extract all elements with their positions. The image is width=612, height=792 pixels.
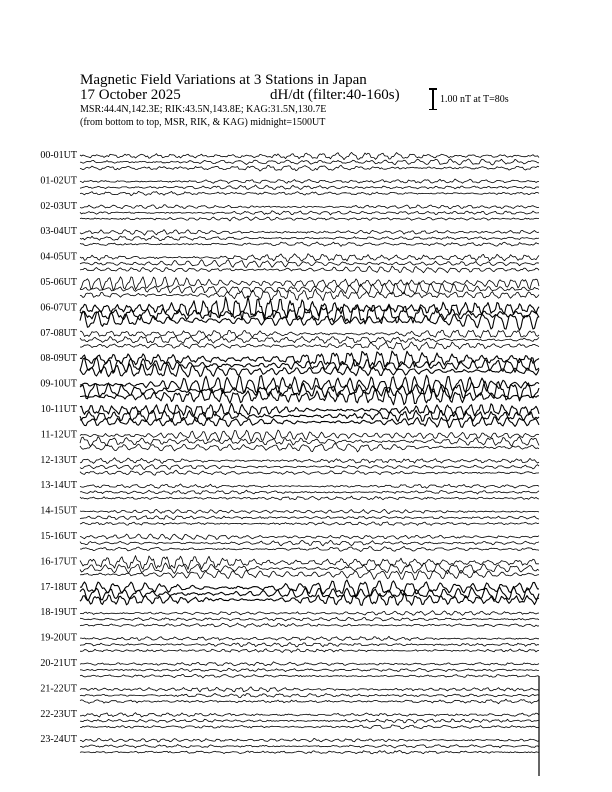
hour-label: 00-01UT — [40, 150, 77, 161]
chart-date: 17 October 2025 — [80, 87, 181, 103]
trace-kag — [80, 484, 539, 488]
trace-msr — [80, 217, 539, 221]
trace-kag — [80, 509, 539, 513]
hour-label: 05-06UT — [40, 277, 77, 288]
trace-msr — [80, 389, 539, 405]
trace-msr — [80, 570, 539, 580]
chart-title: Magnetic Field Variations at 3 Stations in Japan — [80, 72, 367, 88]
trace-rik — [80, 336, 539, 343]
scale-label: 1.00 nT at T=80s — [440, 94, 509, 105]
trace-kag — [80, 534, 539, 540]
trace-msr — [80, 417, 539, 428]
trace-msr — [80, 522, 539, 526]
station-coordinates: MSR:44.4N,142.3E; RIK:43.5N,143.8E; KAG:31.5N,130.7E — [80, 104, 327, 115]
hour-label: 21-22UT — [40, 683, 77, 695]
trace-rik — [80, 305, 539, 324]
trace-msr — [80, 594, 539, 606]
hour-label: 06-07UT — [40, 302, 77, 314]
trace-kag — [80, 687, 539, 692]
trace-msr — [80, 165, 539, 171]
hour-label: 03-04UT — [40, 226, 77, 238]
hour-label: 02-03UT — [40, 200, 77, 212]
trace-rik — [80, 185, 539, 190]
trace-kag — [80, 152, 539, 159]
trace-rik — [80, 694, 539, 698]
hour-label: 13-14UT — [40, 480, 77, 492]
hour-label: 04-05UT — [40, 251, 77, 263]
trace-rik — [80, 719, 539, 723]
trace-kag — [80, 611, 539, 616]
trace-rik — [80, 357, 539, 373]
trace-rik — [80, 211, 539, 215]
trace-rik — [80, 282, 539, 294]
trace-rik — [80, 745, 539, 749]
trace-msr — [80, 266, 539, 273]
trace-msr — [80, 674, 539, 678]
trace-msr — [80, 242, 539, 247]
trace-msr — [80, 649, 539, 653]
trace-rik — [80, 465, 539, 470]
trace-rik — [80, 563, 539, 574]
trace-rik — [80, 236, 539, 241]
trace-msr — [80, 751, 539, 754]
trace-msr — [80, 496, 539, 500]
trace-rik — [80, 159, 539, 165]
trace-msr — [80, 443, 539, 452]
trace-rik — [80, 668, 539, 671]
trace-rik — [80, 540, 539, 546]
trace-rik — [80, 643, 539, 647]
hour-label: 14-15UT — [40, 505, 77, 517]
hour-label: 16-17UT — [40, 556, 77, 568]
hour-label: 22-23UT — [40, 708, 77, 720]
hour-label: 12-13UT — [40, 454, 77, 466]
hour-label: 23-24UT — [40, 734, 77, 746]
trace-rik — [80, 260, 539, 268]
trace-kag — [80, 254, 539, 262]
hour-label: 08-09UT — [40, 353, 77, 365]
trace-kag — [80, 636, 539, 640]
trace-rik — [80, 437, 539, 447]
trace-kag — [80, 330, 539, 338]
trace-msr — [80, 623, 539, 627]
hour-label: 07-08UT — [40, 327, 77, 339]
trace-msr — [80, 191, 539, 195]
hour-label: 18-19UT — [40, 607, 77, 619]
station-order-note: (from bottom to top, MSR, RIK, & KAG) midnight=1500UT — [80, 117, 326, 128]
trace-msr — [80, 342, 539, 351]
chart-subtitle: dH/dt (filter:40-160s) — [270, 87, 400, 103]
hour-label: 11-12UT — [40, 429, 77, 441]
trace-kag — [80, 351, 539, 367]
hour-label: 10-11UT — [40, 404, 77, 415]
trace-rik — [80, 516, 539, 520]
trace-kag — [80, 458, 539, 464]
hour-label: 15-16UT — [40, 531, 77, 542]
trace-kag — [80, 375, 539, 394]
trace-kag — [80, 230, 539, 236]
trace-rik — [80, 490, 539, 494]
trace-kag — [80, 430, 539, 441]
trace-msr — [80, 699, 539, 704]
trace-msr — [80, 311, 539, 330]
trace-kag — [80, 662, 539, 666]
trace-kag — [80, 179, 539, 184]
trace-msr — [80, 546, 539, 551]
trace-kag — [80, 205, 539, 209]
hour-label: 20-21UT — [40, 658, 77, 669]
trace-kag — [80, 713, 539, 717]
trace-msr — [80, 470, 539, 475]
hour-label: 17-18UT — [40, 581, 77, 593]
trace-msr — [80, 725, 539, 729]
hour-label: 19-20UT — [40, 632, 77, 644]
trace-kag — [80, 277, 539, 290]
hour-label: 01-02UT — [40, 175, 77, 187]
trace-kag — [80, 738, 539, 742]
trace-rik — [80, 617, 539, 621]
hour-label: 09-10UT — [40, 378, 77, 390]
